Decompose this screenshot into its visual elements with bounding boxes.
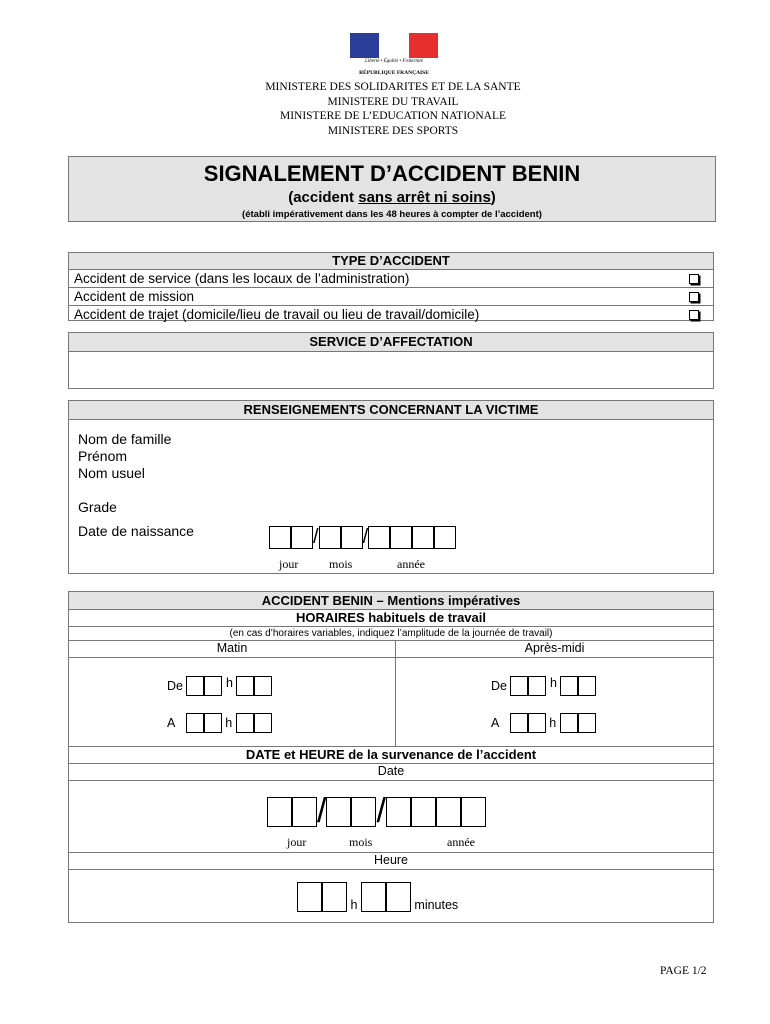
accident-date-boxes[interactable]: / / (267, 792, 486, 831)
motto: Liberté • Égalité • Fraternité (365, 59, 423, 64)
apres-midi-a-row[interactable]: A h (491, 713, 596, 733)
option-mission (69, 288, 713, 306)
apres-midi-label: Après-midi (524, 641, 585, 655)
naissance-label: Date de naissance (78, 523, 194, 539)
republic-name: RÉPUBLIQUE FRANÇAISE (359, 70, 429, 76)
option-trajet (69, 306, 713, 323)
option-label: Accident de trajet (domicile/lieu de travail ou lieu de travail/domicile) (74, 307, 480, 322)
date-heure-header: DATE et HEURE de la survenance de l’accident (245, 747, 537, 762)
jour-label: jour (279, 557, 299, 571)
date-label: Date (377, 764, 405, 778)
type-accident-section (68, 252, 714, 321)
ministry-line: MINISTERE DES SOLIDARITES ET DE LA SANTE (265, 81, 521, 93)
checkbox[interactable] (689, 310, 699, 320)
page-number: PAGE 1/2 (660, 965, 707, 977)
grade-label: Grade (78, 499, 117, 515)
accident-jour-label: jour (287, 835, 307, 849)
checkbox[interactable] (689, 292, 699, 302)
accident-header: ACCIDENT BENIN – Mentions impératives (69, 592, 713, 609)
option-label: Accident de service (dans les locaux de l’administration) (74, 271, 410, 286)
republique-logo (350, 33, 438, 79)
victime-section (68, 400, 714, 574)
service-field[interactable] (69, 352, 713, 389)
option-label: Accident de mission (74, 289, 195, 304)
heure-label: Heure (373, 853, 409, 867)
title-box (68, 156, 716, 222)
ministry-line: MINISTERE DE L’EDUCATION NATIONALE (279, 110, 507, 122)
accident-mois-label: mois (349, 835, 373, 849)
matin-de-row[interactable]: De h (167, 676, 272, 696)
prenom-label: Prénom (78, 448, 128, 464)
accident-annee-label: année (447, 835, 475, 849)
accident-section (68, 591, 714, 923)
document-note: (établi impérativement dans les 48 heures à compter de l’accident) (242, 209, 542, 220)
apres-midi-de-row[interactable]: De h (491, 676, 596, 696)
nom-label: Nom de famille (78, 431, 172, 447)
matin-a-row[interactable]: A h (167, 713, 272, 733)
document-title: SIGNALEMENT D’ACCIDENT BENIN (203, 161, 581, 186)
horaires-header: HORAIRES habituels de travail (296, 610, 486, 625)
checkbox[interactable] (689, 274, 699, 284)
mois-label: mois (329, 557, 353, 571)
victime-header: RENSEIGNEMENTS CONCERNANT LA VICTIME (69, 401, 713, 420)
nom-usuel-label: Nom usuel (78, 465, 145, 481)
accident-time-boxes[interactable]: h minutes (297, 882, 458, 912)
service-header: SERVICE D’AFFECTATION (69, 333, 713, 352)
annee-label: année (397, 557, 425, 571)
horaires-note: (en cas d’horaires variables, indiquez l’amplitude de la journée de travail) (229, 628, 553, 639)
option-service (69, 270, 713, 288)
ministries-list (200, 80, 586, 138)
document-subtitle: (accident sans arrêt ni soins) (288, 189, 496, 206)
birthdate-boxes[interactable]: / / (269, 526, 456, 550)
service-section (68, 332, 714, 389)
matin-label: Matin (216, 641, 248, 655)
marianne-flag-icon (350, 33, 438, 58)
type-accident-header: TYPE D’ACCIDENT (69, 253, 713, 270)
ministry-line: MINISTERE DU TRAVAIL (327, 95, 459, 108)
ministry-line: MINISTERE DES SPORTS (327, 124, 459, 137)
